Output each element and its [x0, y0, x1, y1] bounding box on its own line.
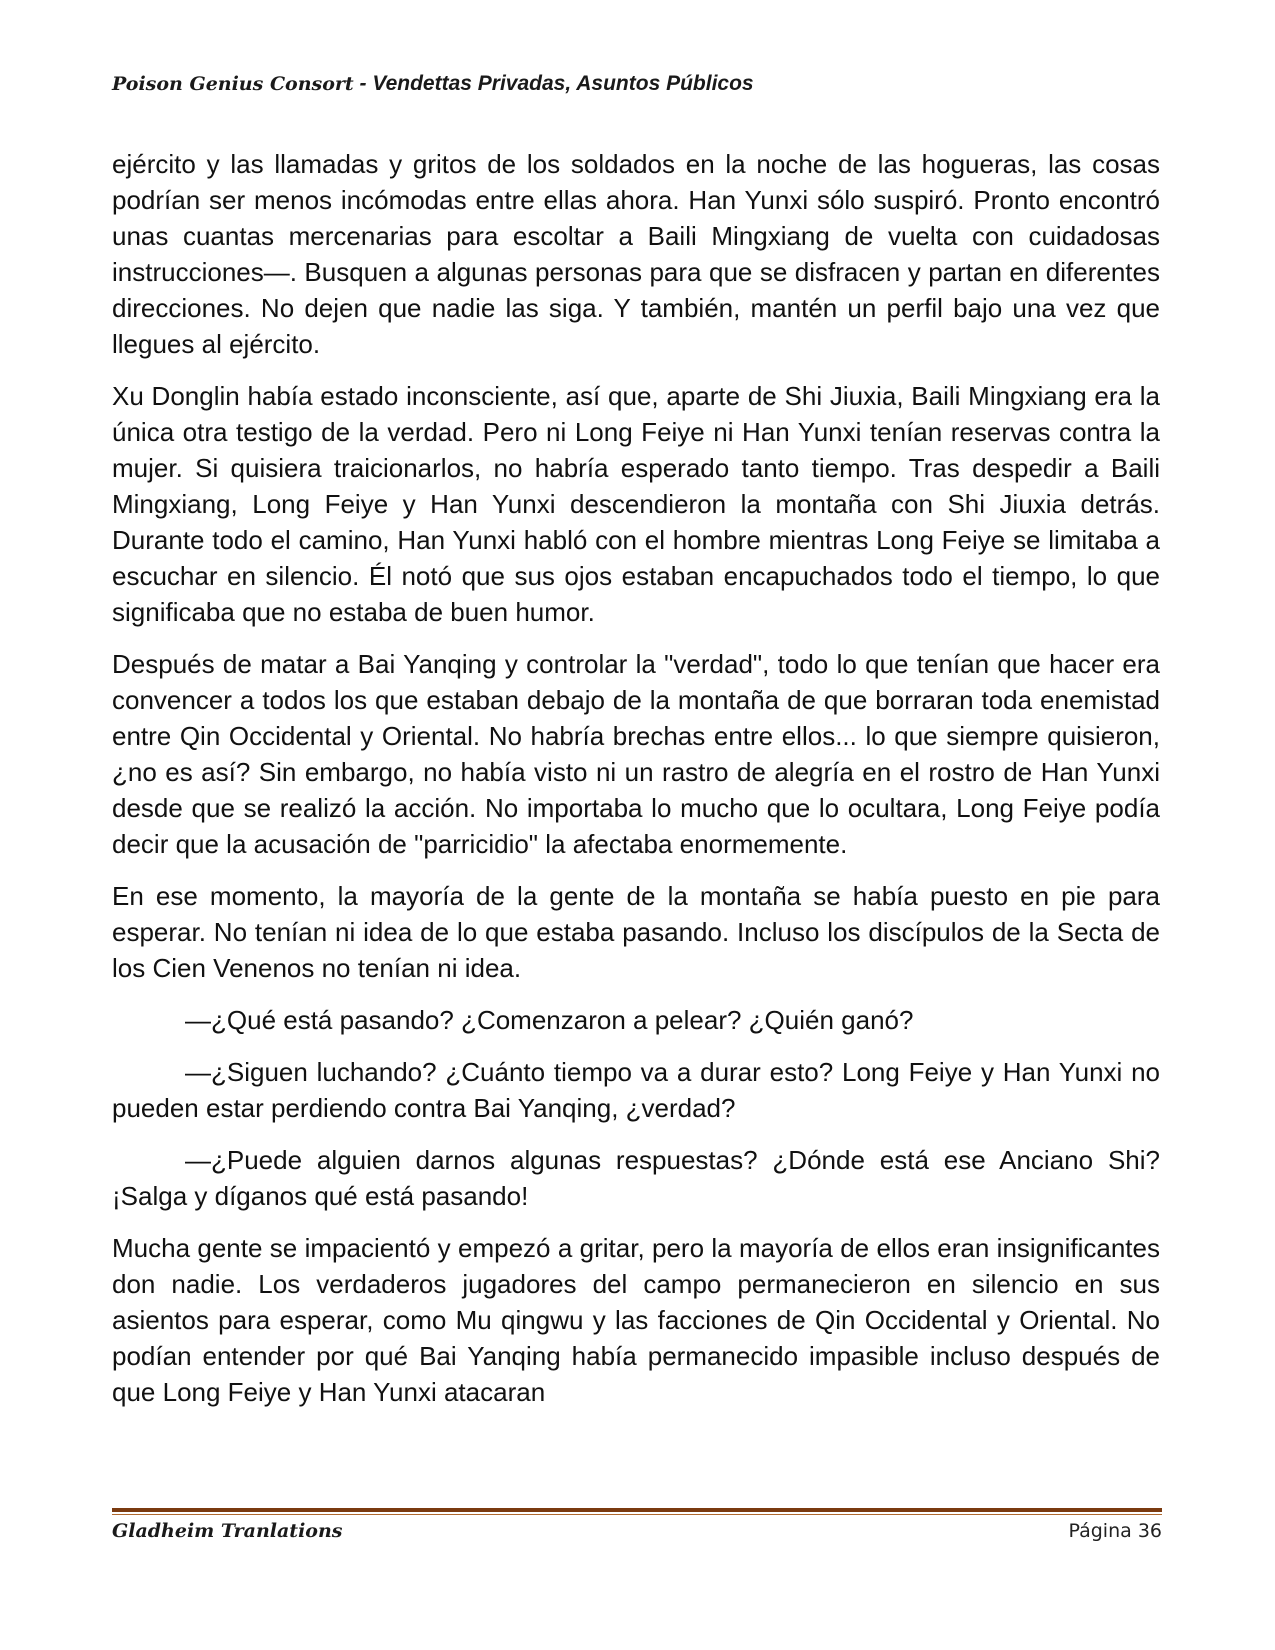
footer-divider: [112, 1508, 1162, 1515]
paragraph: Xu Donglin había estado inconsciente, así que, aparte de Shi Jiuxia, Baili Mingxiang era la única otra testigo de la verdad. Pero ni Long Feiye ni Han Yunxi tenían reservas contra la mujer. Si quisiera traicionarlos, no habría esperado tanto tiempo. Tras despedir a Baili Mingxiang, Long Feiye y Han Yunxi descendieron la montaña con Shi Jiuxia detrás. Durante todo el camino, Han Yunxi habló con el hombre mientras Long Feiye se limitaba a escuchar en silencio. Él notó que sus ojos estaban encapuchados todo el tiempo, lo que significaba que no estaba de buen humor.: [112, 381, 1160, 627]
dialogue-line: —¿Puede alguien darnos algunas respuestas? ¿Dónde está ese Anciano Shi? ¡Salga y díganos qué está pasando!: [112, 1145, 1160, 1211]
paragraph: Mucha gente se impacientó y empezó a gritar, pero la mayoría de ellos eran insignificantes don nadie. Los verdaderos jugadores del campo permanecieron en silencio en sus asientos para esperar, como Mu qingwu y las facciones de Qin Occidental y Oriental. No podían entender por qué Bai Yanqing había permanecido impasible incluso después de que Long Feiye y Han Yunxi atacaran: [112, 1233, 1160, 1407]
page-number: [1068, 1520, 1162, 1542]
header-separator: -: [353, 72, 373, 95]
chapter-title: Vendettas Privadas, Asuntos Públicos: [372, 72, 754, 95]
translator-credit: Gladheim Tranlations: [112, 1520, 343, 1542]
dialogue-line: —¿Qué está pasando? ¿Comenzaron a pelear? ¿Quién ganó?: [185, 1005, 914, 1035]
dialogue-line: —¿Siguen luchando? ¿Cuánto tiempo va a durar esto? Long Feiye y Han Yunxi no pueden estar perdiendo contra Bai Yanqing, ¿verdad?: [112, 1057, 1160, 1123]
running-header: [112, 72, 1172, 96]
body-text: [112, 146, 1160, 1426]
page-label: Página: [1068, 1520, 1132, 1542]
series-title: Poison Genius Consort: [112, 73, 354, 95]
paragraph: En ese momento, la mayoría de la gente de la montaña se había puesto en pie para esperar. No tenían ni idea de lo que estaba pasando. Incluso los discípulos de la Secta de los Cien Venenos no tenían ni idea.: [112, 881, 1160, 983]
page-number-value: 36: [1137, 1520, 1162, 1542]
paragraph: Después de matar a Bai Yanqing y controlar la "verdad", todo lo que tenían que hacer era convencer a todos los que estaban debajo de la montaña de que borraran toda enemistad entre Qin Occidental y Oriental. No habría brechas entre ellos... lo que siempre quisieron, ¿no es así? Sin embargo, no había visto ni un rastro de alegría en el rostro de Han Yunxi desde que se realizó la acción. No importaba lo mucho que lo ocultara, Long Feiye podía decir que la acusación de "parricidio" la afectaba enormemente.: [112, 649, 1160, 859]
paragraph: ejército y las llamadas y gritos de los soldados en la noche de las hogueras, las cosas podrían ser menos incómodas entre ellas ahora. Han Yunxi sólo suspiró. Pronto encontró unas cuantas mercenarias para escoltar a Baili Mingxiang de vuelta con cuidadosas instrucciones—. Busquen a algunas personas para que se disfracen y partan en diferentes direcciones. No dejen que nadie las siga. Y también, mantén un perfil bajo una vez que llegues al ejército.: [112, 149, 1160, 359]
